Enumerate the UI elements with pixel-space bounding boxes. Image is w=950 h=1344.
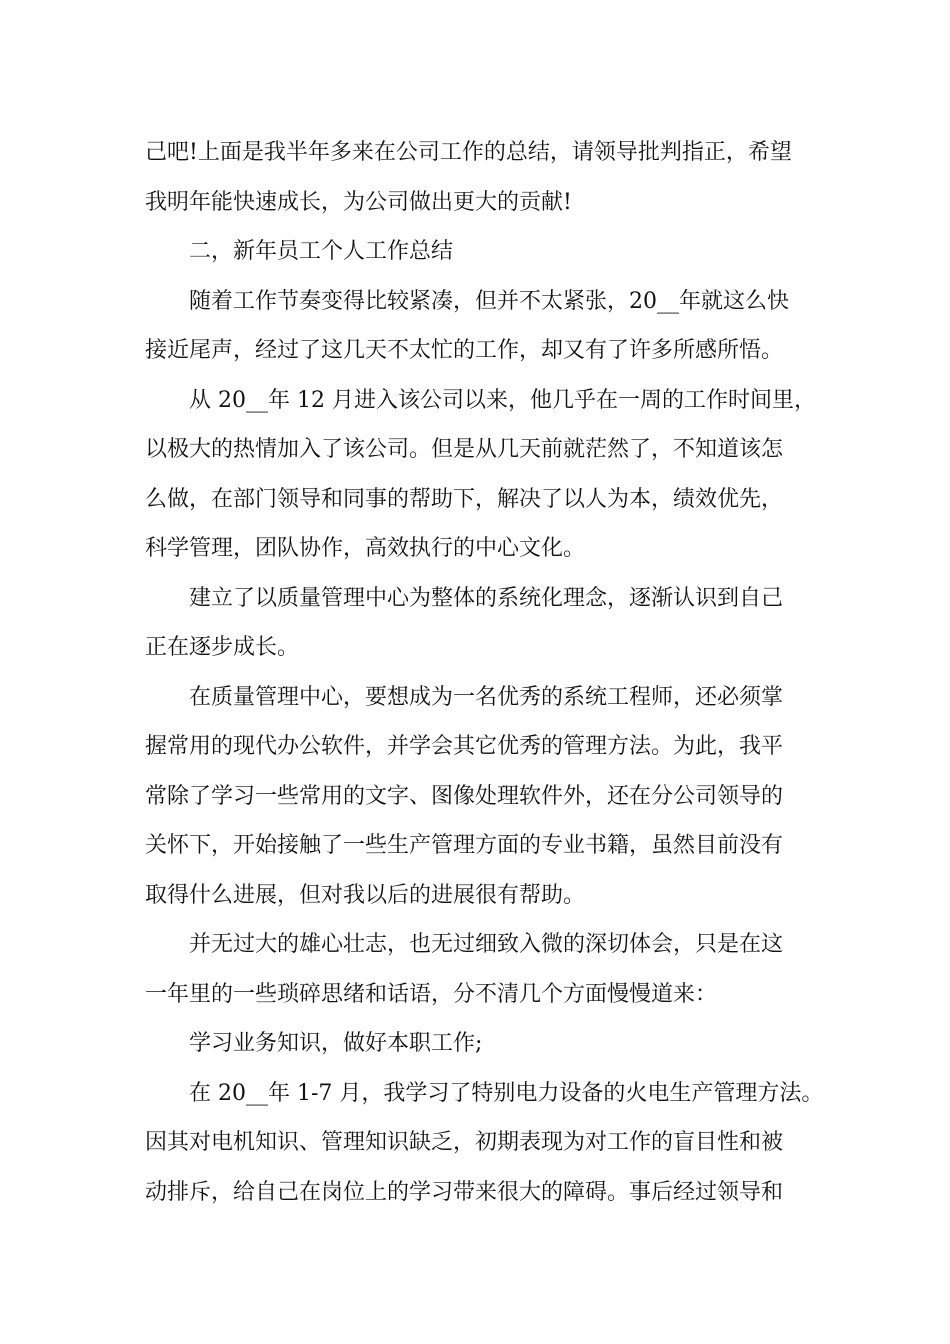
paragraph	[145, 128, 815, 227]
text-line: 二，新年员工个人工作总结	[189, 239, 454, 264]
text-line: 从 20__年 12 月进入该公司以来，他几乎在一周的工作时间里，	[189, 387, 816, 413]
text-line: 在质量管理中心，要想成为一名优秀的系统工程师，还必须掌	[189, 684, 784, 710]
paragraph	[145, 1069, 824, 1218]
text-line: 取得什么进展，但对我以后的进展很有帮助。	[145, 882, 586, 908]
document-body	[145, 128, 824, 1217]
paragraph	[145, 376, 815, 574]
text-line: 一年里的一些琐碎思绪和话语，分不清几个方面慢慢道来：	[145, 981, 718, 1007]
paragraph	[145, 574, 815, 673]
paragraph	[145, 227, 815, 277]
text-line: 我明年能快速成长，为公司做出更大的贡献!	[145, 189, 572, 215]
text-line: 正在逐步成长。	[145, 635, 300, 660]
text-line: 接近尾声，经过了这几天不太忙的工作，却又有了许多所感所悟。	[145, 338, 784, 363]
paragraph	[145, 673, 815, 921]
text-line: 并无过大的雄心壮志，也无过细致入微的深切体会，只是在这	[189, 932, 784, 957]
text-line: 科学管理，团队协作，高效执行的中心文化。	[145, 536, 586, 561]
paragraph	[145, 920, 815, 1019]
text-line: 随着工作节奏变得比较紧凑，但并不太紧张，20__年就这么快	[189, 288, 789, 314]
text-line: 动排斥，给自己在岗位上的学习带来很大的障碍。事后经过领导和	[145, 1179, 784, 1205]
text-line: 因其对电机知识、管理知识缺乏，初期表现为对工作的盲目性和被	[145, 1130, 784, 1155]
text-line: 么做，在部门领导和同事的帮助下，解决了以人为本，绩效优先，	[145, 486, 784, 512]
text-line: 学习业务知识，做好本职工作;	[189, 1031, 483, 1056]
paragraph	[145, 1019, 815, 1069]
text-line: 常除了学习一些常用的文字、图像处理软件外，还在分公司领导的	[145, 783, 784, 809]
text-line: 在 20__年 1-7 月，我学习了特别电力设备的火电生产管理方法。	[189, 1080, 824, 1106]
text-line: 握常用的现代办公软件，并学会其它优秀的管理方法。为此，我平	[145, 734, 784, 759]
text-line: 关怀下，开始接触了一些生产管理方面的专业书籍，虽然目前没有	[145, 833, 784, 858]
text-line: 己吧!上面是我半年多来在公司工作的总结，请领导批判指正，希望	[145, 140, 792, 165]
paragraph	[145, 277, 815, 376]
text-line: 以极大的热情加入了该公司。但是从几天前就茫然了，不知道该怎	[145, 437, 784, 462]
text-line: 建立了以质量管理中心为整体的系统化理念，逐渐认识到自己	[189, 585, 784, 611]
